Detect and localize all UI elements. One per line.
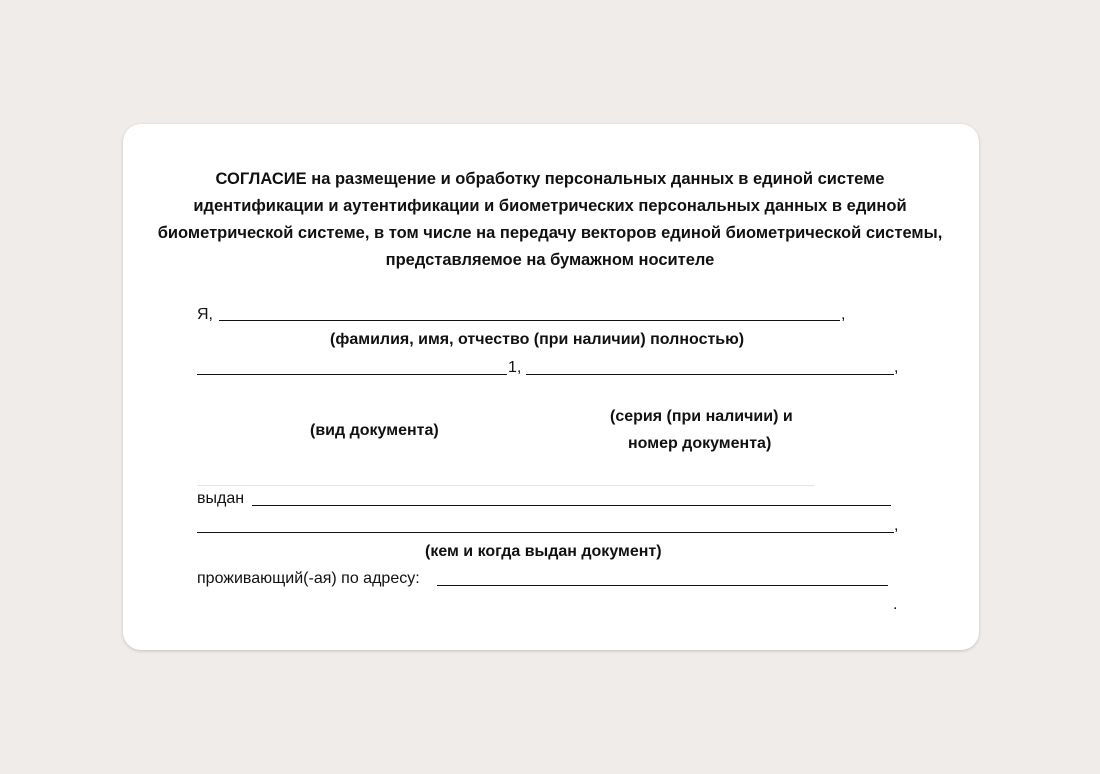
- fio-input-line[interactable]: [219, 320, 840, 321]
- footnote-mark: 1,: [508, 359, 522, 376]
- i-label: Я,: [197, 306, 213, 323]
- faint-divider: [197, 485, 814, 486]
- issued-label: выдан: [197, 490, 245, 507]
- doc-series-comma: ,: [894, 359, 899, 376]
- issued-comma: ,: [894, 517, 899, 534]
- doc-series-caption-line-1: (серия (при наличии) и: [610, 408, 793, 425]
- doc-type-caption: (вид документа): [310, 422, 439, 439]
- closing-period: .: [893, 596, 898, 613]
- document-title: [150, 166, 950, 274]
- issued-caption: (кем и когда выдан документ): [425, 543, 662, 560]
- document-title-lead: СОГЛАСИЕ: [215, 170, 307, 188]
- doc-series-caption-line-2: номер документа): [628, 435, 772, 452]
- address-input-line[interactable]: [437, 585, 888, 586]
- doc-type-input-line[interactable]: [197, 374, 507, 375]
- issued-input-line[interactable]: [252, 505, 891, 506]
- document-title-rest: на размещение и обработку персональных данных в единой системе идентификации и аутентификации и биометрических персональных данных в единой биометрической системе, в том числе на передачу векторов единой биометрической системы, представляемое на бумажном носителе: [157, 170, 943, 269]
- address-label: проживающий(-ая) по адресу:: [197, 570, 420, 587]
- issued-input-line-2[interactable]: [197, 532, 894, 533]
- fio-caption: (фамилия, имя, отчество (при наличии) полностью): [330, 331, 745, 348]
- fio-comma: ,: [841, 306, 846, 323]
- doc-series-input-line[interactable]: [526, 374, 894, 375]
